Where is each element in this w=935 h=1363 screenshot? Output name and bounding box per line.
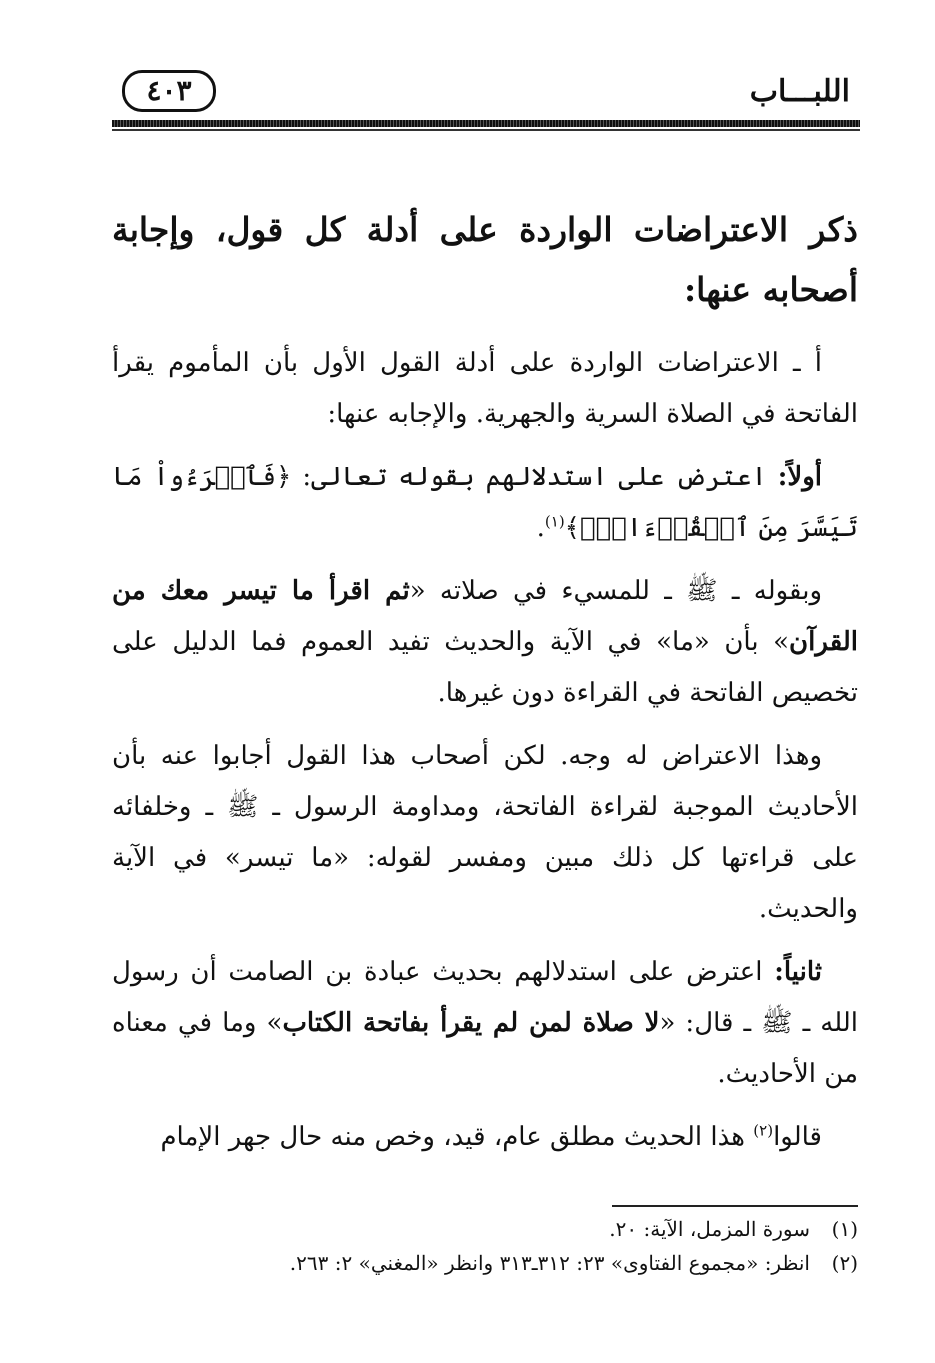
footnote-ref-1: (١): [544, 512, 565, 531]
paragraph-4-text: وهذا الاعتراض له وجه. لكن أصحاب هذا القول أجابوا عنه بأن الأحاديث الموجبة لقراءة الفاتحة، ومداومة الرسول ـ ﷺ ـ وخلفائه على قراءتها كل ذلك مبين ومفسر لقوله: «ما تيسر» في الآية والحديث.: [112, 741, 858, 924]
running-title: اللبـــاب: [749, 74, 850, 109]
paragraph-2-text: اعترض على استدلالهم بقوله تعالى: ﴿فَٱقۡرَءُواْ مَا تَيَسَّرَ مِنَ ٱلۡقُرۡءَانِۚ﴾: [112, 462, 858, 543]
footnote-ref-2: (٢): [753, 1121, 774, 1140]
body-text: [112, 200, 858, 1175]
paragraph-6-tail: هذا الحديث مطلق عام، قيد، وخص منه حال جهر الإمام: [160, 1122, 754, 1152]
footnote-1: [180, 1212, 858, 1246]
page-header: [110, 68, 860, 116]
header-rule-thin: [112, 129, 860, 131]
point-label-first: أولاً:: [777, 462, 822, 492]
paragraph-3: [112, 566, 858, 719]
paragraph-3-tail: » بأن «ما» في الآية والحديث تفيد العموم فما الدليل على تخصيص الفاتحة في القراءة دون غيرها.: [112, 627, 858, 708]
footnote-2-text: انظر: «مجموع الفتاوى» ٢٣: ٣١٢ـ٣١٣ وانظر «المغني» ٢: ٢٦٣.: [289, 1251, 810, 1275]
paragraph-4: [112, 731, 858, 935]
paragraph-3-lead: وبقوله ـ ﷺ ـ للمسيء في صلاته «: [409, 576, 822, 606]
footnote-2: [180, 1246, 858, 1280]
footnote-separator: [612, 1205, 858, 1207]
paragraph-2-end: .: [536, 513, 545, 543]
paragraph-6-lead: قالوا: [773, 1122, 822, 1152]
paragraph-2: [112, 452, 858, 554]
point-label-second: ثانياً:: [774, 957, 823, 987]
paragraph-5-lead: اعترض على استدلالهم بحديث عبادة بن الصامت أن رسول الله ـ ﷺ ـ قال: «: [112, 957, 858, 1038]
footnote-1-number: (١): [831, 1217, 858, 1241]
paragraph-1: [112, 338, 858, 440]
paragraph-1-text: أ ـ الاعتراضات الواردة على أدلة القول الأول بأن المأموم يقرأ الفاتحة في الصلاة السرية والجهرية. والإجابه عنها:: [112, 348, 858, 429]
section-heading: ذكر الاعتراضات الواردة على أدلة كل قول، وإجابة أصحابه عنها:: [112, 210, 858, 309]
footnotes: [180, 1212, 858, 1280]
paragraph-6: [112, 1112, 858, 1163]
footnote-2-number: (٢): [831, 1251, 858, 1275]
paragraph-5-tail: » وما في معناه من الأحاديث.: [112, 1008, 858, 1089]
hadith-quote-2: لا صلاة لمن لم يقرأ بفاتحة الكتاب: [282, 1008, 660, 1038]
hadith-quote-1: ثم اقرأ ما تيسر معك من القرآن: [112, 576, 859, 657]
footnote-1-text: سورة المزمل، الآية: ٢٠.: [609, 1217, 810, 1241]
header-rule: [112, 120, 860, 127]
page-number-badge: ٤٠٣: [122, 70, 216, 112]
paragraph-5: [112, 947, 858, 1100]
